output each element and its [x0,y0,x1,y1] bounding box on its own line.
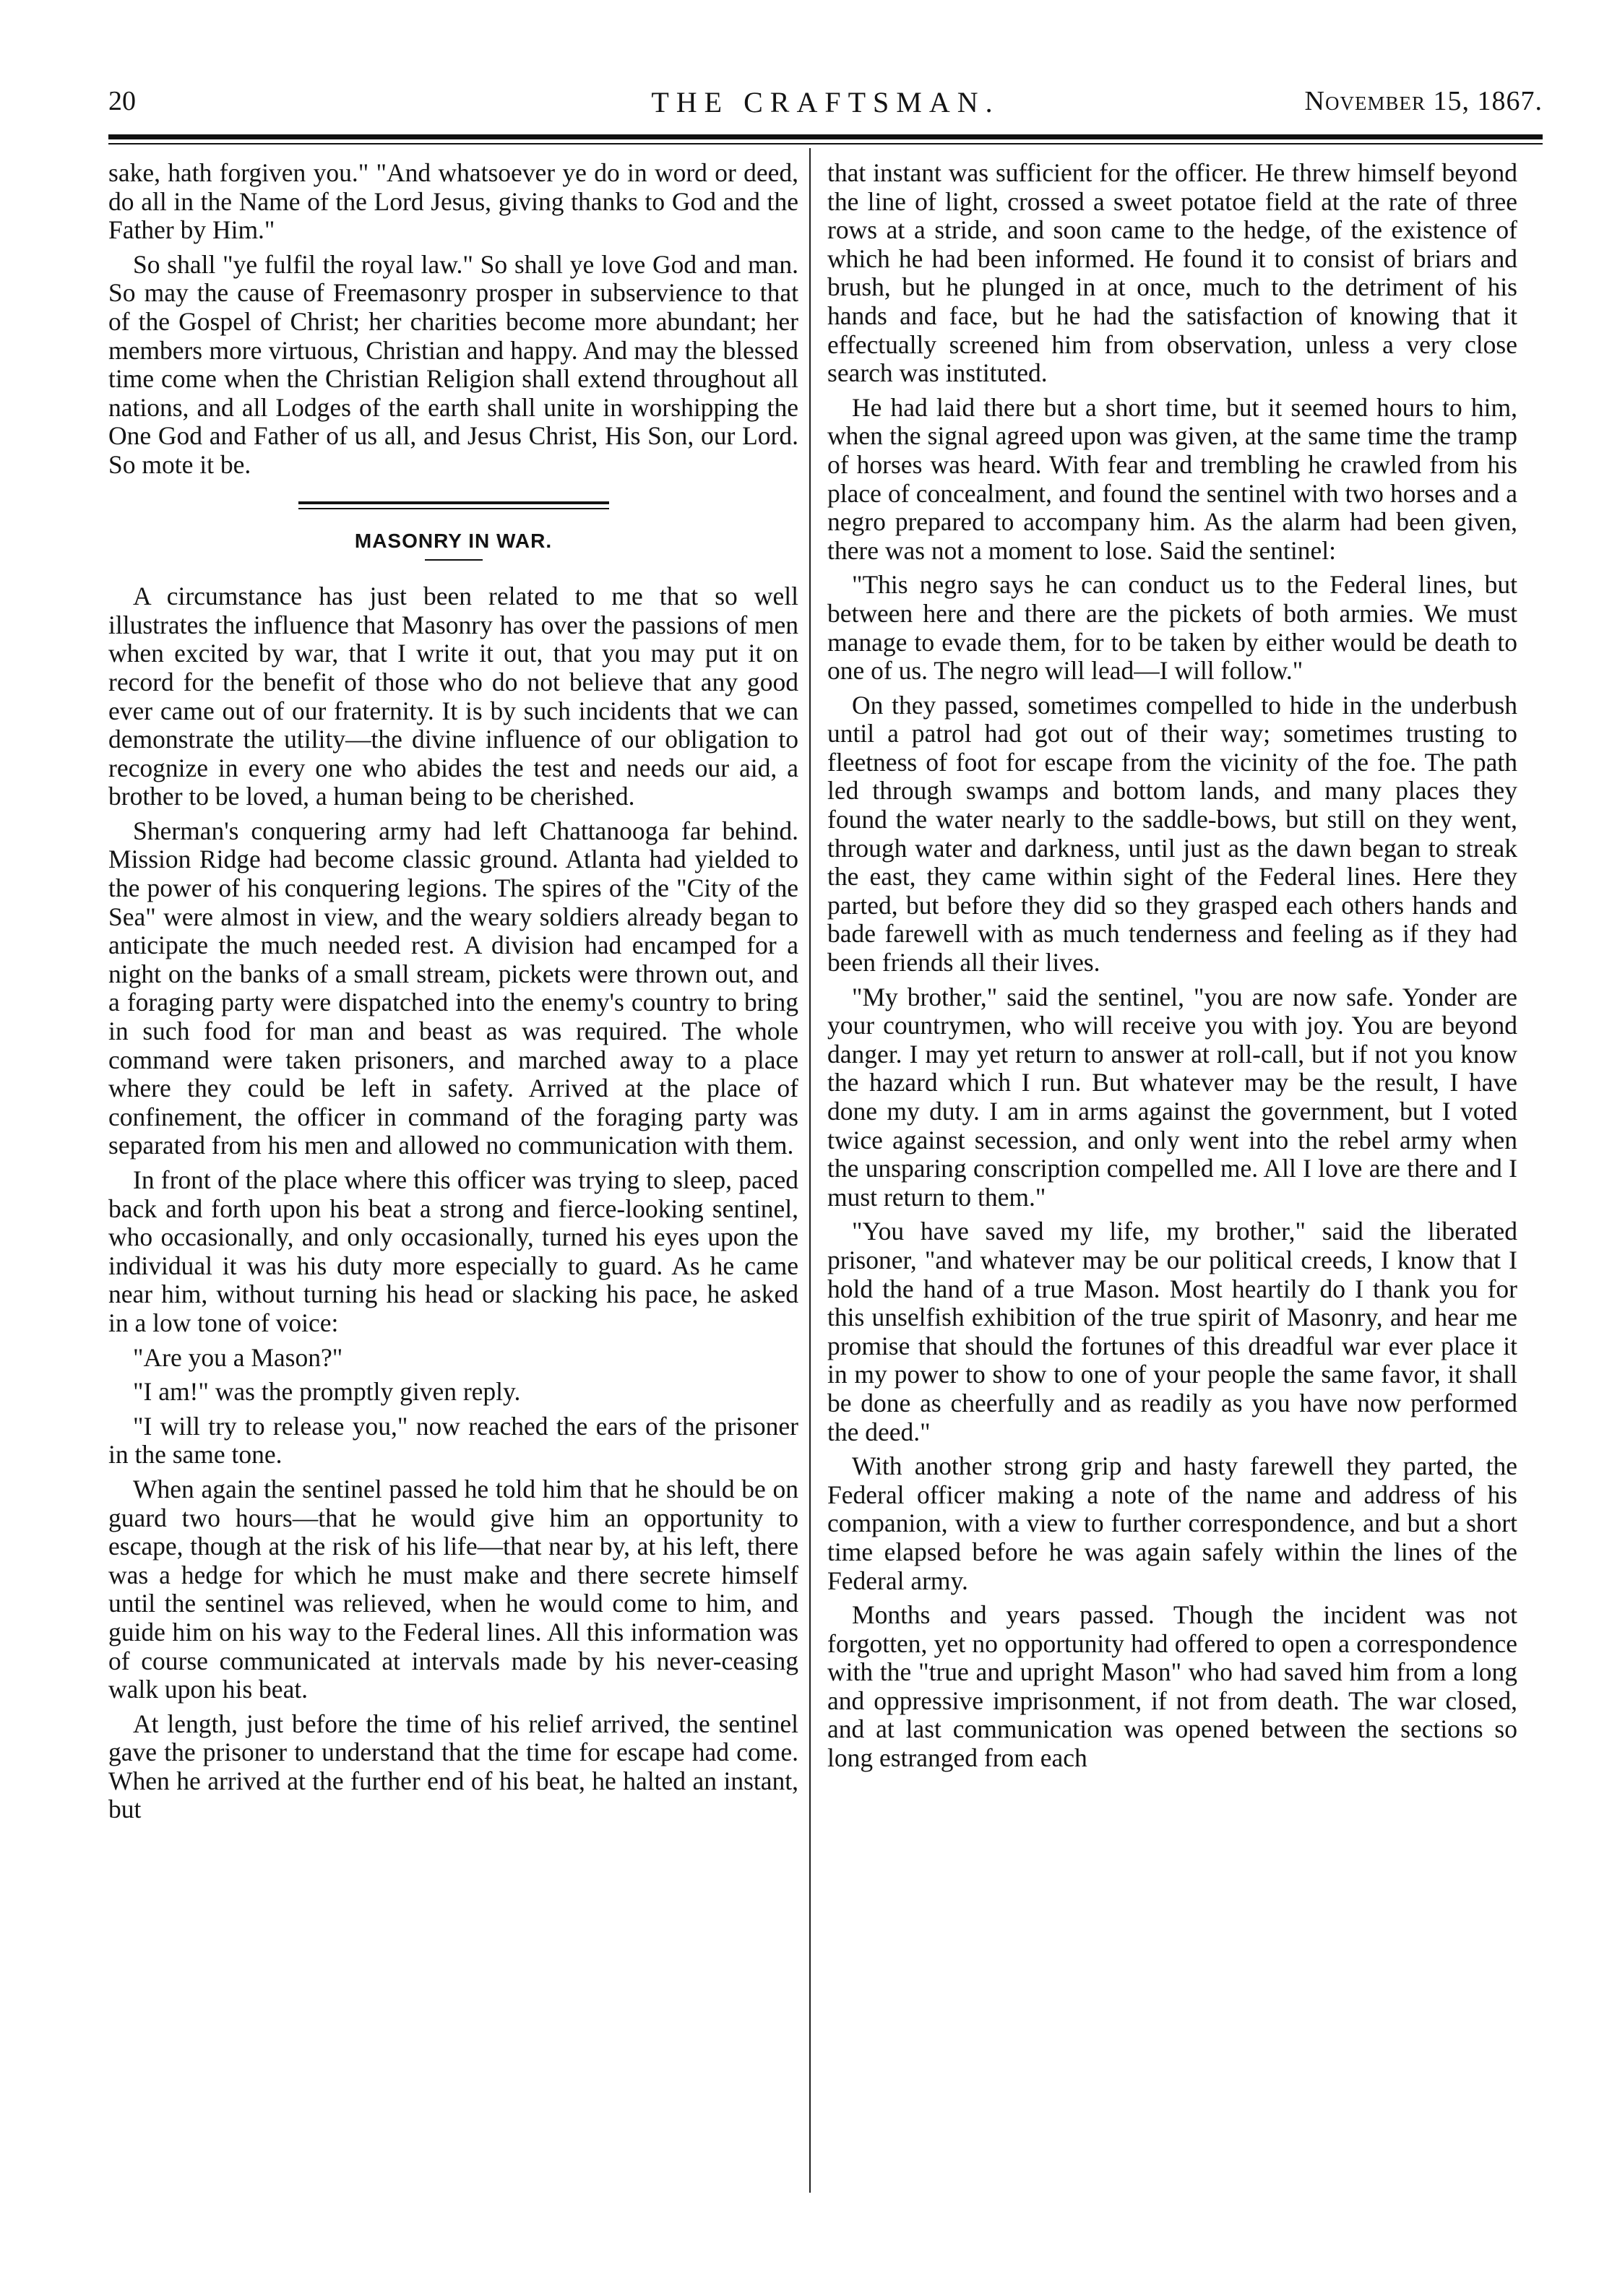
header-rule-thin [108,143,1543,144]
article-paragraph: When again the sentinel passed he told him that he should be on guard two hours—that he would give him an opportunity to escape, though at the risk of his life—that near by, at his left, there was a hedge for which he must make and there secrete himself until the sentinel was relieved, when he would come to him, and guide him on his way to the Federal lines. All this information was of course communicated at intervals made by his never-ceasing walk upon his beat. [108,1474,798,1704]
intro-paragraph: So shall "ye fulfil the royal law." So shall ye love God and man. So may the cause of Freemasonry prosper in subservience to that of the Gospel of Christ; her charities become more abundant; her members more virtuous, Christian and happy. And may the blessed time come when the Christian Religion shall extend throughout all nations, and all Lodges of the earth shall unite in worshipping the One God and Father of us all, and Jesus Christ, His Son, our Lord. So mote it be. [108,249,798,479]
article-paragraph: With another strong grip and hasty farewell they parted, the Federal officer making a note of the name and address of his companion, with a view to further correspondence, and but a short time elapsed before he was again safely within the lines of the Federal army. [827,1451,1517,1595]
article-paragraph: Months and years passed. Though the incident was not forgotten, yet no opportunity had offered to open a correspondence with the "true and upright Mason" who had saved him from a long and oppressive imprisonment, if not from death. The war closed, and at last communication was opened between the sections so long estranged from each [827,1600,1517,1773]
intro-paragraph: sake, hath forgiven you." "And whatsoever ye do in word or deed, do all in the Name of the Lord Jesus, giving thanks to God and the Father by Him." [108,159,798,245]
article-paragraph: A circumstance has just been related to me that so well illustrates the influence that Masonry has over the passions of men when excited by war, that I write it out, that you may put it on record for the benefit of those who do not believe that any good ever came out of our fraternity. It is by such incidents that we can demonstrate the utility—the divine influence of our obligation to recognize in every one who abides the test and needs our aid, a brother to be loved, a human being to be cherished. [108,582,798,811]
article-paragraph: On they passed, sometimes compelled to hide in the underbush until a patrol had got out of their way; sometimes trusting to fleetness of foot for escape from the vicinity of the foe. The path led through swamps and bottom lands, and many places they found the water nearly to the saddle-bows, but still on they went, through water and darkness, until just as the dawn began to streak the east, they came within sight of the Federal lines. Here they parted, but before they did so they grasped each others hands and bade farewell with as much tenderness and feeling as if they had been friends all their lives. [827,690,1517,977]
article-paragraph: "You have saved my life, my brother," said the liberated prisoner, "and whatever may be our political creeds, I know that I hold the hand of a true Mason. Most heartily do I thank you for this unselfish exhibition of the true spirit of Masonry, and hear me promise that should the fortunes of this dreadful war ever place it in my power to show to one of your people the same favor, it shall be done as cheerfully and as readily as you have now performed the deed." [827,1217,1517,1446]
article-paragraph: Sherman's conquering army had left Chattanooga far behind. Mission Ridge had become classic ground. Atlanta had yielded to the power of his conquering legions. The spires of the "City of the Sea" were almost in view, and the weary soldiers already began to anticipate the much needed rest. A division had encamped for a night on the banks of a small stream, pickets were thrown out, and a foraging party were dispatched into the enemy's country to bring in such food for man and beast as was required. The whole command were taken prisoners, and marched away to a place where they could be left in safety. Arrived at the place of confinement, the officer in command of the foraging party was separated from his men and allowed no communication with them. [108,816,798,1160]
right-column [827,159,1517,2193]
section-title: MASONRY IN WAR. [354,529,553,552]
article-paragraph: "I will try to release you," now reached the ears of the prisoner in the same tone. [108,1411,798,1469]
masthead-title: THE CRAFTSMAN. [651,86,1000,118]
article-paragraph: "Are you a Mason?" [133,1342,343,1372]
continuation-paragraph: that instant was sufficient for the officer. He threw himself beyond the line of light, crossed a sweet potatoe field at the rate of three rows at a stride, and soon came to the hedge, of the existence of which he had been informed. He found it to consist of briars and brush, but he plunged in at once, much to the detriment of his hands and face, but he had the satisfaction of knowing that it effectually screened him from observation, unless a very close search was instituted. [827,159,1517,388]
article-paragraph: "I am!" was the promptly given reply. [133,1377,521,1407]
article-paragraph: "This negro says he can conduct us to the Federal lines, but between here and there are the pickets of both armies. We must manage to evade them, for to be taken by either would be death to one of us. The negro will lead—I will follow." [827,570,1517,686]
article-paragraph: At length, just before the time of his relief arrived, the sentinel gave the prisoner to understand that the time for escape had come. When he arrived at the further end of his beat, he halted an instant, but [108,1709,798,1824]
title-underline [425,559,483,561]
issue-date: November 15, 1867. [1304,86,1543,116]
header-rule-thick [108,134,1543,139]
column-divider [809,148,811,2193]
article-paragraph: "My brother," said the sentinel, "you are now safe. Yonder are your countrymen, who will receive you with joy. You are beyond danger. I may yet return to answer at roll-call, but if not you know the hazard which I run. But whatever may be the result, I have done my duty. I am in arms against the government, but I voted twice against secession, and only went into the rebel army when the unsparing conscription compelled me. All I love are there and I must return to them." [827,982,1517,1212]
article-paragraph: He had laid there but a short time, but it seemed hours to him, when the signal agreed upon was given, at the same time the tramp of horses was heard. With fear and trembling he crawled from his place of concealment, and found the sentinel with two horses and a negro prepared to accompany him. As the alarm had been given, there was not a moment to lose. Said the sentinel: [827,392,1517,565]
page-number: 20 [108,86,136,116]
article-paragraph: In front of the place where this officer was trying to sleep, paced back and forth upon his beat a strong and fierce-looking sentinel, who occasionally, and only occasionally, turned his eyes upon the individual it was his duty more especially to guard. As he came near him, without turning his head or slacking his pace, he asked in a low tone of voice: [108,1165,798,1337]
page-header [108,85,1543,129]
left-column [108,159,798,2193]
section-separator [298,501,609,509]
